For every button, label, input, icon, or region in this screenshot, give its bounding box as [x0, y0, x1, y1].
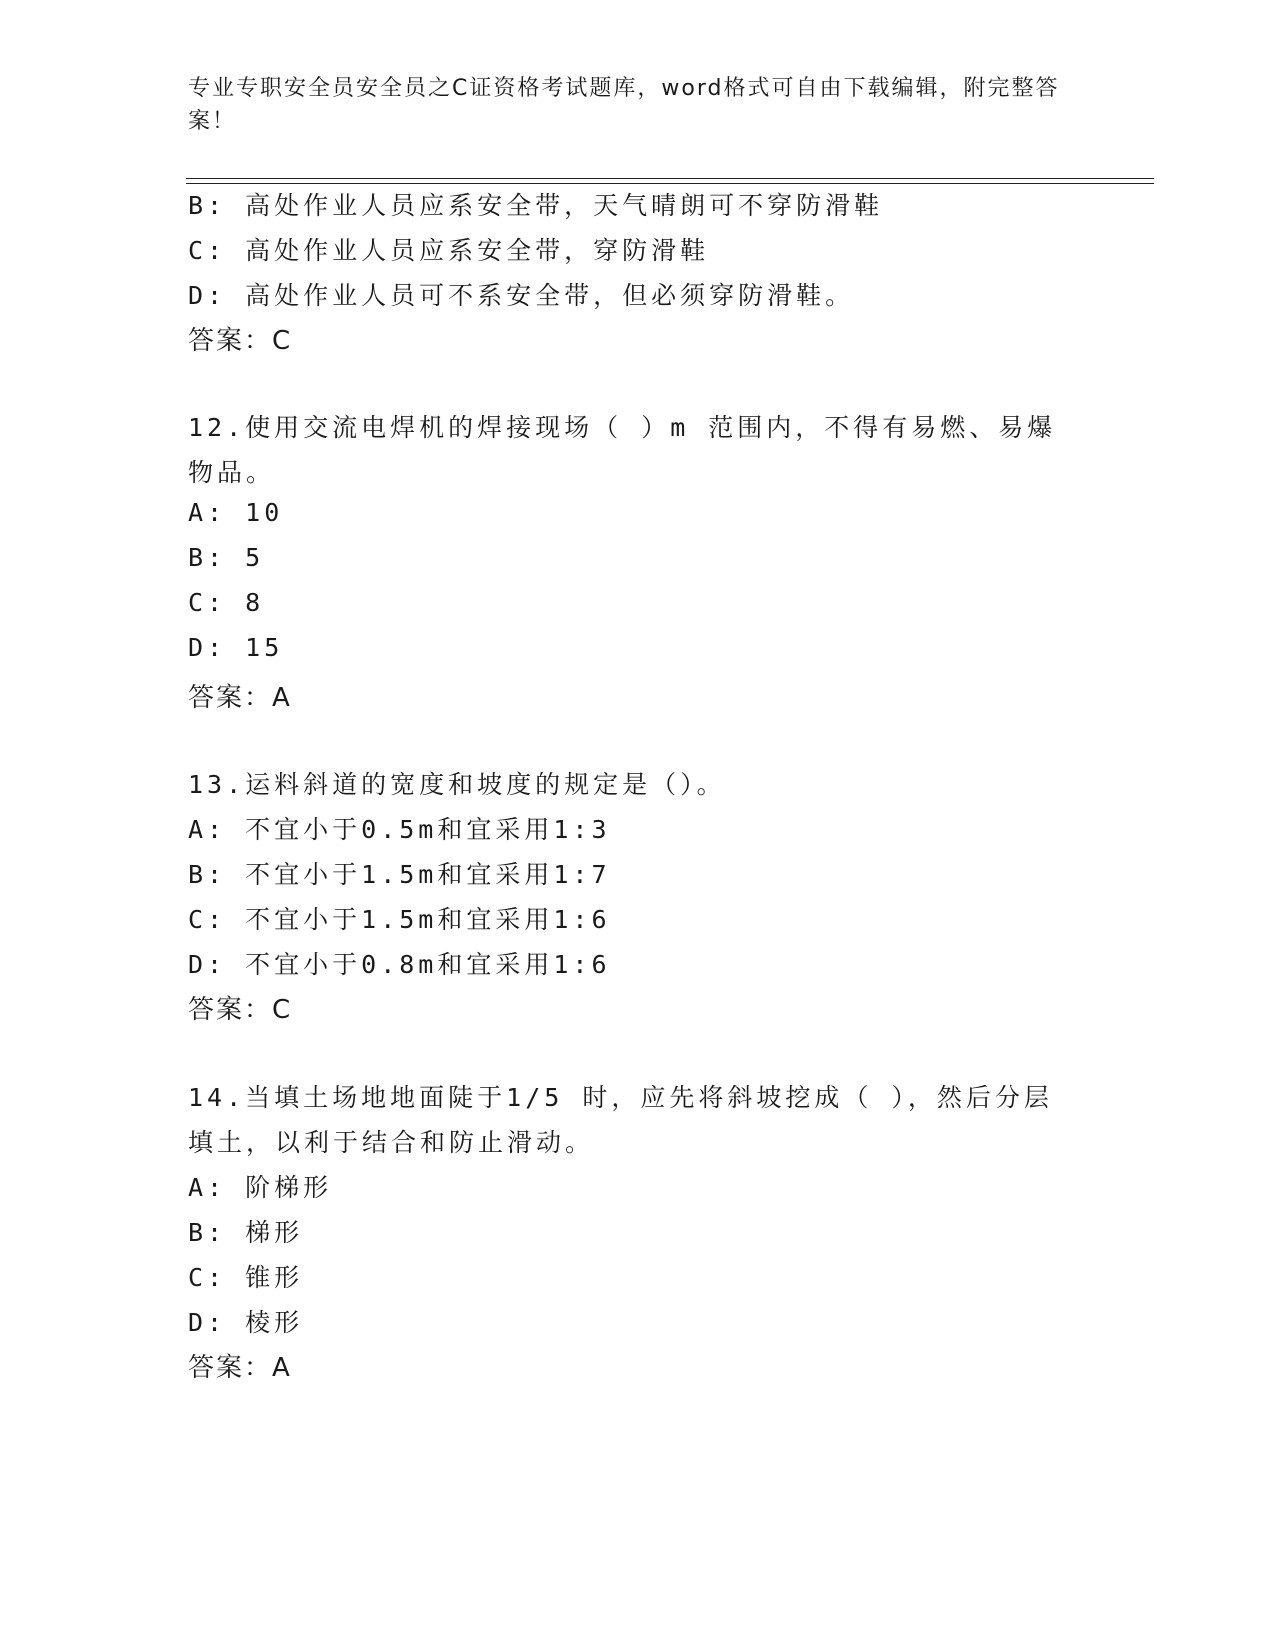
question-14-stem-continued: 填土，以利于结合和防止滑动。: [188, 1128, 595, 1157]
q12-option-d: D: 15: [188, 633, 284, 662]
q13-option-b: B: 不宜小于1.5m和宜采用1:7: [188, 860, 611, 889]
q12-option-c: C: 8: [188, 588, 265, 617]
question-14-stem: 14.当填土场地地面陡于1/5 时，应先将斜坡挖成（ ），然后分层: [188, 1083, 1053, 1112]
document-header: 专业专职安全员安全员之C证资格考试题库，word格式可自由下载编辑，附完整答案！: [188, 76, 1060, 134]
q12-option-b: B: 5: [188, 543, 265, 572]
q13-option-c: C: 不宜小于1.5m和宜采用1:6: [188, 905, 611, 934]
q13-answer: 答案：C: [188, 995, 293, 1025]
q14-option-a: A: 阶梯形: [188, 1173, 333, 1202]
answer: 答案：C: [188, 326, 293, 356]
option-d: D: 高处作业人员可不系安全带，但必须穿防滑鞋。: [188, 281, 855, 310]
q14-option-b: B: 梯形: [188, 1218, 304, 1247]
q12-answer: 答案：A: [188, 683, 292, 713]
q14-option-d: D: 棱形: [188, 1308, 304, 1337]
q13-option-d: D: 不宜小于0.8m和宜采用1:6: [188, 950, 611, 979]
q14-answer: 答案：A: [188, 1353, 292, 1383]
q13-option-a: A: 不宜小于0.5m和宜采用1:3: [188, 815, 611, 844]
q14-option-c: C: 锥形: [188, 1263, 304, 1292]
option-c: C: 高处作业人员应系安全带，穿防滑鞋: [188, 236, 710, 265]
question-13-stem: 13.运料斜道的宽度和坡度的规定是（）。: [188, 770, 726, 799]
header-divider-bottom: [186, 183, 1154, 184]
question-12-stem-continued: 物品。: [188, 458, 276, 487]
question-12-stem: 12.使用交流电焊机的焊接现场（ ）m 范围内，不得有易燃、易爆: [188, 413, 1057, 442]
q12-option-a: A: 10: [188, 498, 284, 527]
header-divider-top: [186, 178, 1154, 179]
option-b: B: 高处作业人员应系安全带，天气晴朗可不穿防滑鞋: [188, 191, 884, 220]
